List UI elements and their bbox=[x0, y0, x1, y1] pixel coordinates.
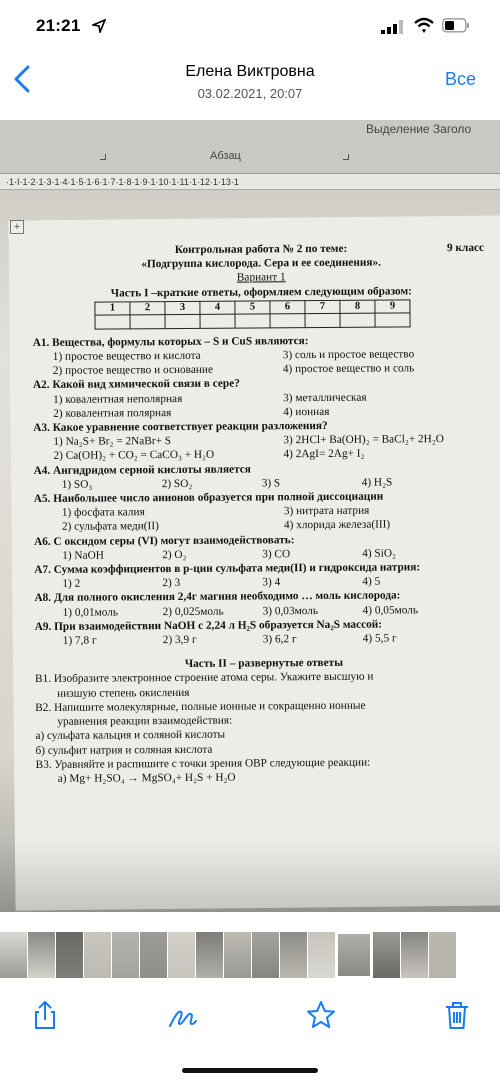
question-text: А9. При взаимодействии NaOH с 2,24 л H₂S образуется Na₂S массой: bbox=[34, 618, 383, 633]
question-text: А6. С оксидом серы (VI) могут взаимодействовать: bbox=[34, 533, 295, 548]
battery-icon bbox=[442, 18, 470, 33]
question-a6 bbox=[34, 531, 492, 563]
option: 4) ионная bbox=[283, 405, 330, 419]
task-text: уравнения реакции взаимодействия: bbox=[57, 714, 233, 728]
answer-table-header: 7 bbox=[305, 300, 340, 313]
message-date: 03.02.2021, 20:07 bbox=[197, 86, 303, 101]
wifi-icon bbox=[414, 17, 434, 34]
dialog-launcher-icon bbox=[100, 154, 106, 160]
option: 1) Na₂S+ Br₂ = 2NaBr+ S bbox=[53, 435, 172, 449]
answer-table-header: 9 bbox=[375, 300, 410, 313]
task-text: а) сульфата кальция и соляной кислоты bbox=[35, 728, 226, 743]
location-icon bbox=[92, 19, 106, 33]
markup-icon[interactable] bbox=[168, 1000, 198, 1030]
question-a1 bbox=[33, 333, 491, 379]
doc-variant: Вариант 1 bbox=[236, 271, 286, 284]
option: 4) 0,05моль bbox=[362, 603, 419, 617]
photo-thumbnail[interactable] bbox=[196, 932, 223, 978]
answer-table-header: 6 bbox=[270, 300, 305, 313]
option: 2) ковалентная полярная bbox=[53, 406, 172, 420]
answer-table-header: 3 bbox=[165, 301, 200, 314]
dialog-launcher-icon bbox=[343, 154, 349, 160]
doc-title: Контрольная работа № 2 по теме: bbox=[174, 242, 348, 257]
question-a7 bbox=[34, 560, 492, 592]
question-text: А1. Вещества, формулы которых – S и CuS являются: bbox=[32, 334, 309, 349]
word-ribbon bbox=[0, 120, 500, 174]
status-time: 21:21 bbox=[36, 16, 81, 35]
option: 3) 6,2 г bbox=[262, 633, 297, 646]
question-a5 bbox=[34, 489, 492, 535]
option: 2) 3,9 г bbox=[162, 633, 197, 647]
task-text: б) сульфит натрия и соляная кислота bbox=[35, 743, 213, 757]
option: 1) NaOH bbox=[62, 549, 104, 562]
ruler: ·1·I·1·2·1·3·1·4·1·5·1·6·1·7·1·8·1·9·1·10·1·11·1·12·1·13·1 bbox=[0, 174, 500, 190]
navigation-bar bbox=[0, 54, 500, 110]
option: 2) O₂ bbox=[162, 548, 187, 561]
share-icon[interactable] bbox=[30, 1000, 60, 1030]
status-bar bbox=[0, 0, 500, 54]
question-text: А2. Какой вид химической связи в сере? bbox=[32, 377, 240, 392]
thumbnail-strip[interactable] bbox=[0, 932, 500, 978]
photo-thumbnail[interactable] bbox=[168, 932, 195, 978]
option: 2) 3 bbox=[162, 577, 181, 590]
photo-viewer[interactable] bbox=[0, 120, 500, 912]
photo-thumbnail[interactable] bbox=[28, 932, 55, 978]
doc-part1: Часть I –краткие ответы, оформляем следующим образом: bbox=[110, 284, 412, 300]
task-text: В2. Напишите молекулярные, полные ионные и сокращенно ионные bbox=[35, 699, 366, 714]
photo-thumbnail[interactable] bbox=[140, 932, 167, 978]
option: 1) простое вещество и кислота bbox=[52, 349, 201, 363]
option: 3) нитрата натрия bbox=[283, 504, 370, 518]
option: 1) 0,01моль bbox=[62, 606, 119, 619]
option: 3) CO bbox=[262, 548, 291, 561]
option: 1) SO₃ bbox=[61, 478, 93, 491]
option: 1) 2 bbox=[62, 577, 81, 591]
answer-cell bbox=[130, 314, 165, 328]
answer-cell bbox=[375, 313, 410, 327]
trash-icon[interactable] bbox=[442, 1000, 472, 1030]
photo-shadow bbox=[0, 840, 500, 912]
option: 2) сульфата меди(II) bbox=[61, 520, 159, 534]
answer-cell bbox=[305, 313, 340, 327]
option: 3) 2HCl+ Ba(OH)₂ = BaCl₂+ 2H₂O bbox=[283, 433, 444, 447]
question-text: А8. Для полного окисления 2,4г магния необходимо … моль кислорода: bbox=[34, 589, 401, 605]
option: 3) 0,03моль bbox=[262, 604, 319, 618]
photo-thumbnail[interactable] bbox=[56, 932, 83, 978]
option: 1) фосфата калия bbox=[61, 506, 145, 520]
option: 3) S bbox=[261, 477, 281, 490]
photo-thumbnail[interactable] bbox=[280, 932, 307, 978]
question-a9 bbox=[35, 617, 493, 649]
answer-table-header: 2 bbox=[130, 301, 165, 314]
ribbon-styles-label: Выделение Заголо bbox=[366, 122, 472, 136]
photo-thumbnail[interactable] bbox=[401, 932, 428, 978]
question-a8 bbox=[34, 588, 492, 620]
option: 1) 7,8 г bbox=[62, 634, 97, 647]
photo-thumbnail[interactable] bbox=[112, 932, 139, 978]
task-text: низшую степень окисления bbox=[57, 686, 190, 700]
option: 4) 5 bbox=[362, 575, 381, 588]
task-text: В1. Изобразите электронное строение атома серы. Укажите высшую и bbox=[34, 671, 374, 686]
answer-table bbox=[94, 299, 410, 329]
task-text: а) Mg+ H₂SO₄ → MgSO₄+ H₂S + H₂O bbox=[57, 771, 236, 785]
question-a2 bbox=[33, 375, 491, 421]
all-photos-button[interactable]: Все bbox=[444, 69, 476, 89]
task-b1 bbox=[35, 669, 493, 701]
doc-subtitle: «Подгруппа кислорода. Сера и ее соединения». bbox=[141, 256, 381, 271]
photo-thumbnail[interactable] bbox=[373, 932, 400, 978]
home-indicator bbox=[182, 1068, 318, 1073]
question-text: А5. Наибольшее число анионов образуется при полной диссоциации bbox=[33, 490, 384, 506]
photo-thumbnail[interactable] bbox=[224, 932, 251, 978]
option: 4) 5,5 г bbox=[362, 632, 397, 645]
photo-thumbnail[interactable] bbox=[429, 932, 456, 978]
document-content bbox=[32, 241, 494, 786]
question-text: А4. Ангидридом серной кислоты является bbox=[33, 463, 251, 477]
task-b2 bbox=[35, 698, 493, 758]
task-b3 bbox=[36, 754, 494, 786]
option: 4) 2AgI= 2Ag+ I₂ bbox=[283, 448, 365, 461]
answer-cell bbox=[95, 315, 130, 329]
option: 4) SiO₂ bbox=[362, 547, 396, 560]
question-text: А3. Какое уравнение соответствует реакции разложения? bbox=[33, 419, 328, 435]
cellular-signal-icon bbox=[381, 20, 403, 34]
ribbon-paragraph-label: Абзац bbox=[210, 150, 241, 162]
sender-name: Елена Виктровна bbox=[185, 63, 315, 80]
option: 3) металлическая bbox=[283, 391, 367, 404]
answer-cell bbox=[200, 314, 235, 328]
answer-cell bbox=[340, 313, 375, 327]
answer-table-header: 1 bbox=[95, 302, 130, 315]
favorite-icon[interactable] bbox=[306, 1000, 336, 1030]
option: 4) H₂S bbox=[361, 476, 393, 489]
photo-thumbnail[interactable] bbox=[308, 932, 335, 978]
answer-table-header: 5 bbox=[235, 301, 270, 314]
answer-cell bbox=[270, 313, 305, 327]
task-text: В3. Уравняйте и распишите с точки зрения ОВР следующие реакции: bbox=[35, 756, 371, 771]
photo-thumbnail[interactable] bbox=[0, 932, 27, 978]
photo-thumbnail[interactable] bbox=[336, 932, 372, 978]
option: 4) хлорида железа(III) bbox=[283, 518, 391, 532]
doc-grade: 9 класс bbox=[446, 241, 485, 255]
option: 3) соль и простое вещество bbox=[282, 348, 415, 362]
table-move-icon: + bbox=[10, 220, 24, 234]
doc-part2: Часть II – развернутые ответы bbox=[184, 657, 344, 671]
question-a4 bbox=[34, 460, 492, 492]
bottom-toolbar bbox=[0, 980, 500, 1082]
question-a3 bbox=[33, 418, 491, 464]
photo-thumbnail[interactable] bbox=[84, 932, 111, 978]
option: 2) Ca(OH)₂ + CO₂ = CaCO₃ + H₂O bbox=[53, 449, 215, 463]
answer-cell bbox=[235, 314, 270, 328]
option: 2) SO₂ bbox=[161, 477, 193, 490]
option: 2) 0,025моль bbox=[162, 605, 224, 618]
option: 2) простое вещество и основание bbox=[52, 363, 213, 378]
option: 3) 4 bbox=[262, 576, 281, 589]
option: 1) ковалентная неполярная bbox=[53, 392, 183, 406]
answer-table-header: 8 bbox=[340, 300, 375, 313]
photo-thumbnail[interactable] bbox=[252, 932, 279, 978]
answer-cell bbox=[165, 314, 200, 328]
question-text: А7. Сумма коэффициентов в р-ции сульфата меди(II) и гидроксида натрия: bbox=[34, 561, 421, 577]
option: 4) простое вещество и соль bbox=[282, 362, 415, 376]
answer-table-header: 4 bbox=[200, 301, 235, 314]
